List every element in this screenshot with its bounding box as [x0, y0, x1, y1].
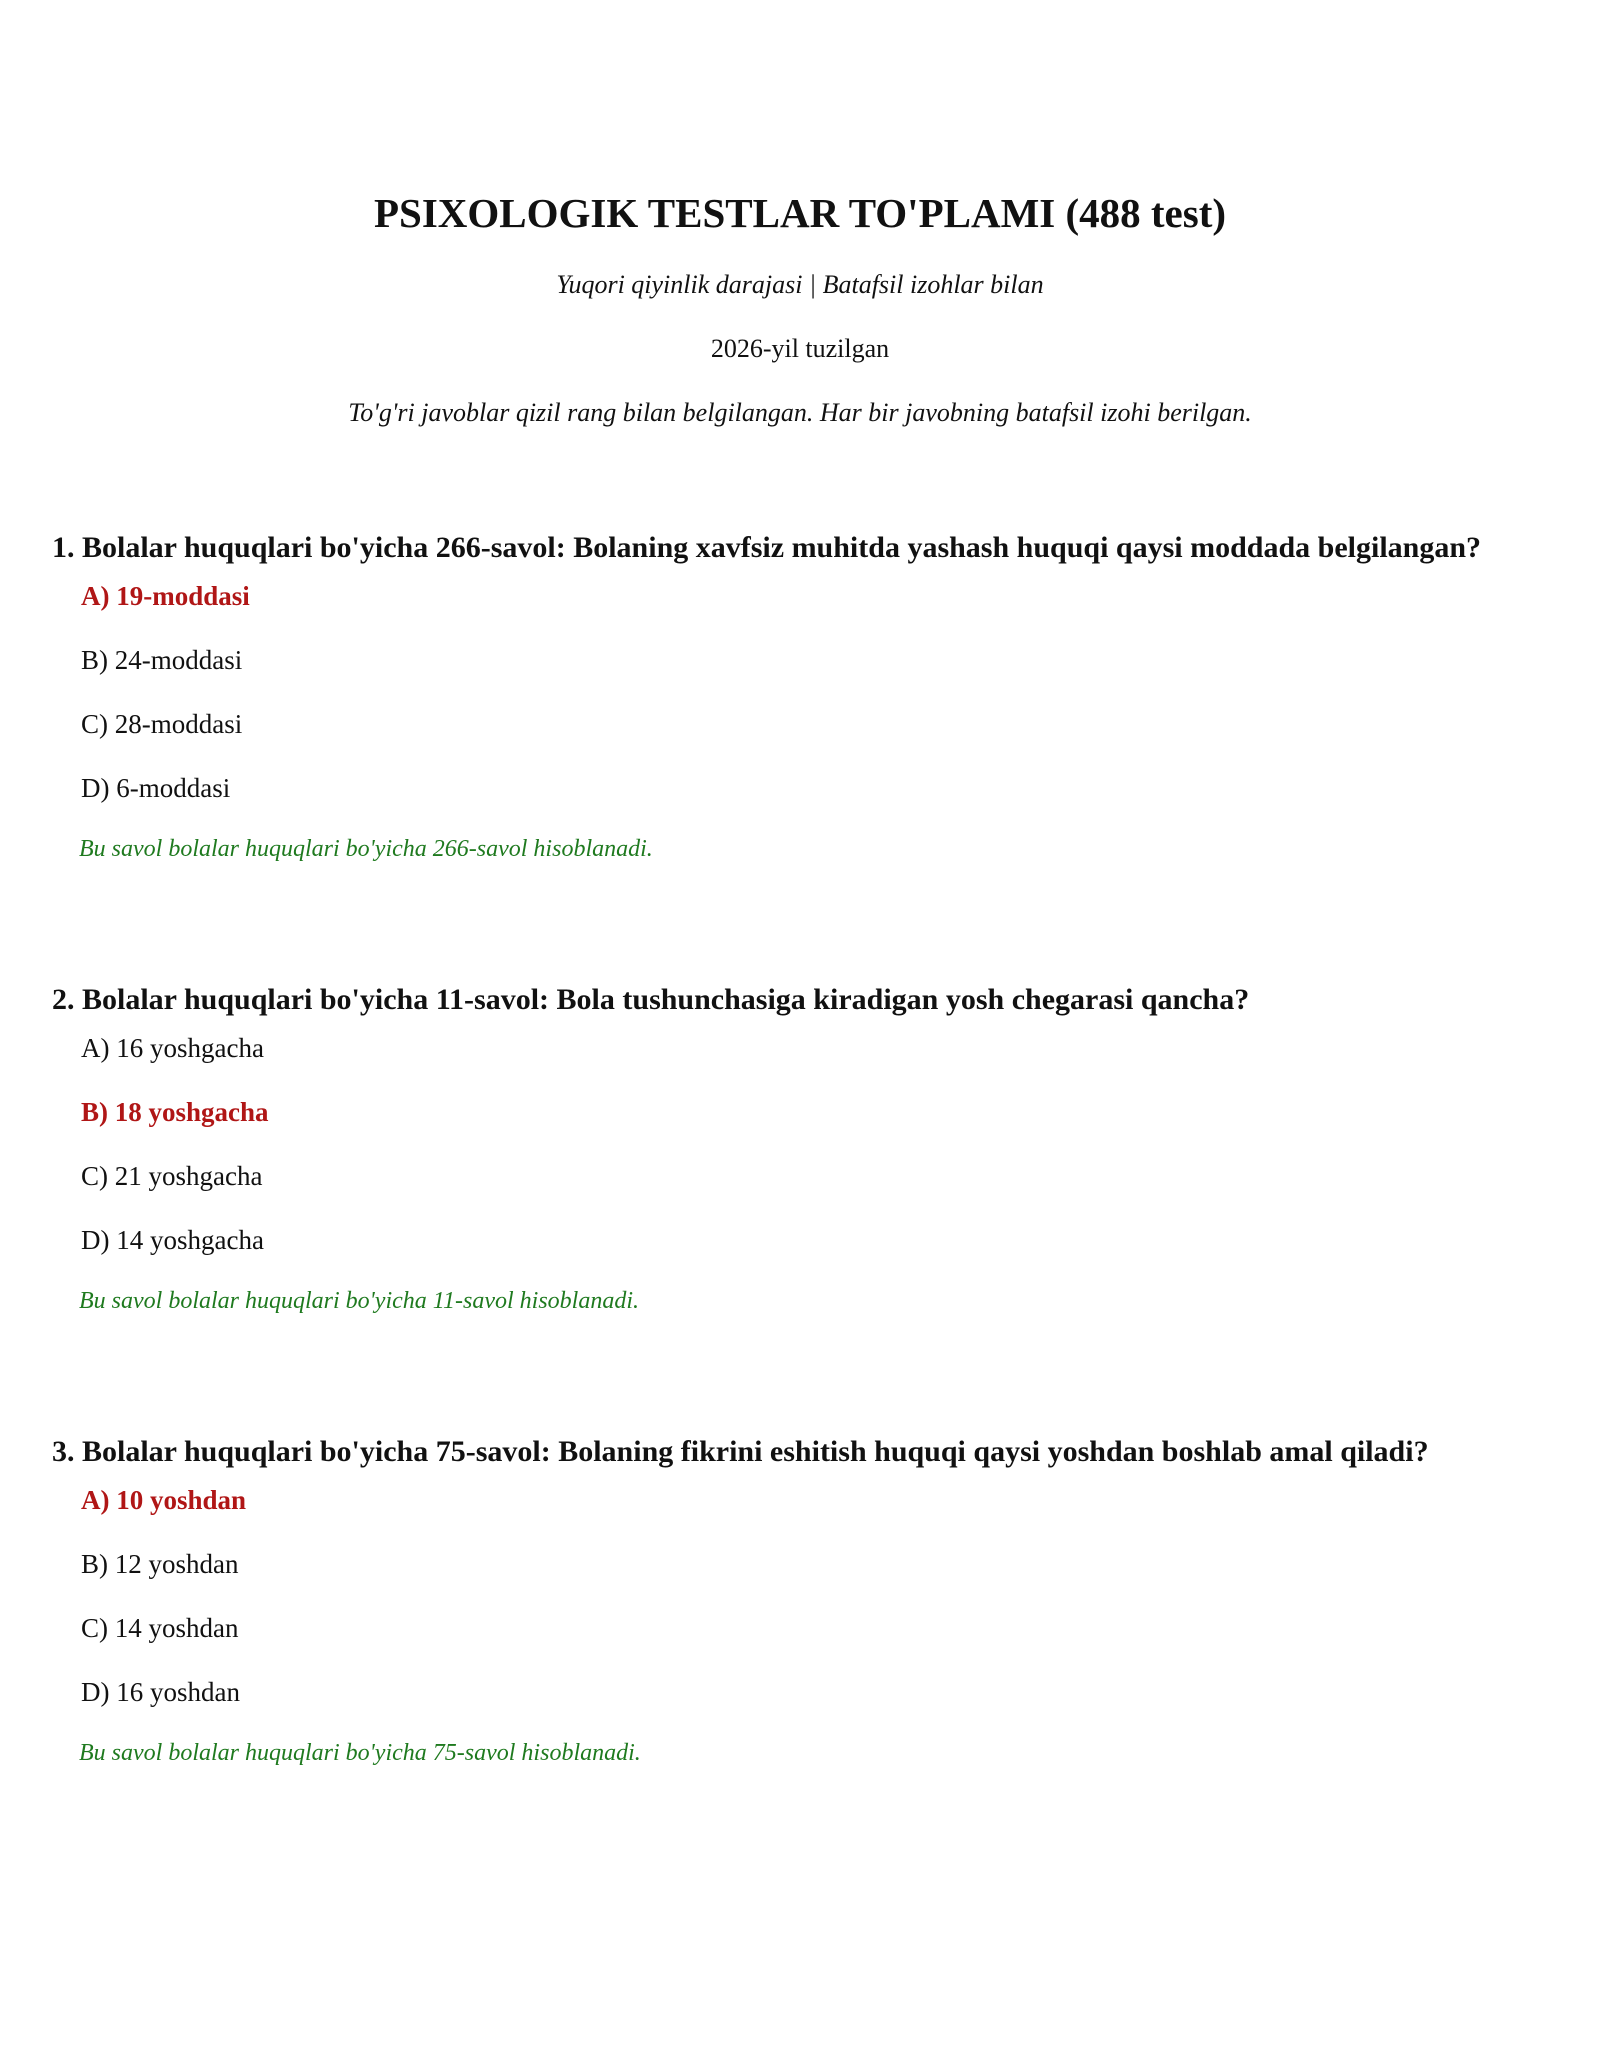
document-subtitle: Yuqori qiyinlik darajasi | Batafsil izohlar bilan — [556, 270, 1044, 299]
question-text: 2. Bolalar huquqlari bo'yicha 11-savol: Bola tushunchasiga kiradigan yosh chegarasi qancha? — [52, 983, 1250, 1016]
answer-explanation: Bu savol bolalar huquqlari bo'yicha 75-savol hisoblanadi. — [79, 1740, 641, 1766]
answer-explanation: Bu savol bolalar huquqlari bo'yicha 11-savol hisoblanadi. — [79, 1288, 639, 1314]
answer-option-b: B) 24-moddasi — [81, 645, 243, 675]
question-block — [52, 1433, 1572, 1769]
compiled-date: 2026-yil tuzilgan — [710, 334, 890, 363]
question-block — [52, 981, 1572, 1317]
answer-option-c: C) 14 yoshdan — [81, 1613, 239, 1643]
legend-note: To'g'ri javoblar qizil rang bilan belgilangan. Har bir javobning batafsil izohi berilgan. — [348, 398, 1252, 427]
answer-option-d: D) 14 yoshgacha — [81, 1225, 264, 1255]
question-block — [52, 529, 1572, 865]
answer-option-c: C) 28-moddasi — [81, 709, 243, 739]
answer-option-a: A) 19-moddasi — [81, 581, 250, 611]
document-title: PSIXOLOGIK TESTLAR TO'PLAMI (488 test) — [373, 190, 1226, 236]
answer-option-b: B) 12 yoshdan — [81, 1549, 239, 1579]
answer-option-d: D) 16 yoshdan — [81, 1677, 240, 1707]
question-text: 3. Bolalar huquqlari bo'yicha 75-savol: Bolaning fikrini eshitish huquqi qaysi yoshdan boshlab amal qiladi? — [52, 1435, 1429, 1468]
question-text: 1. Bolalar huquqlari bo'yicha 266-savol: Bolaning xavfsiz muhitda yashash huquqi qaysi moddada belgilangan? — [52, 531, 1482, 564]
answer-explanation: Bu savol bolalar huquqlari bo'yicha 266-savol hisoblanadi. — [79, 836, 653, 862]
answer-option-c: C) 21 yoshgacha — [81, 1161, 263, 1191]
answer-option-d: D) 6-moddasi — [81, 773, 231, 803]
answer-option-a: A) 16 yoshgacha — [81, 1033, 264, 1063]
answer-option-b: B) 18 yoshgacha — [81, 1097, 269, 1127]
answer-option-a: A) 10 yoshdan — [81, 1485, 247, 1515]
